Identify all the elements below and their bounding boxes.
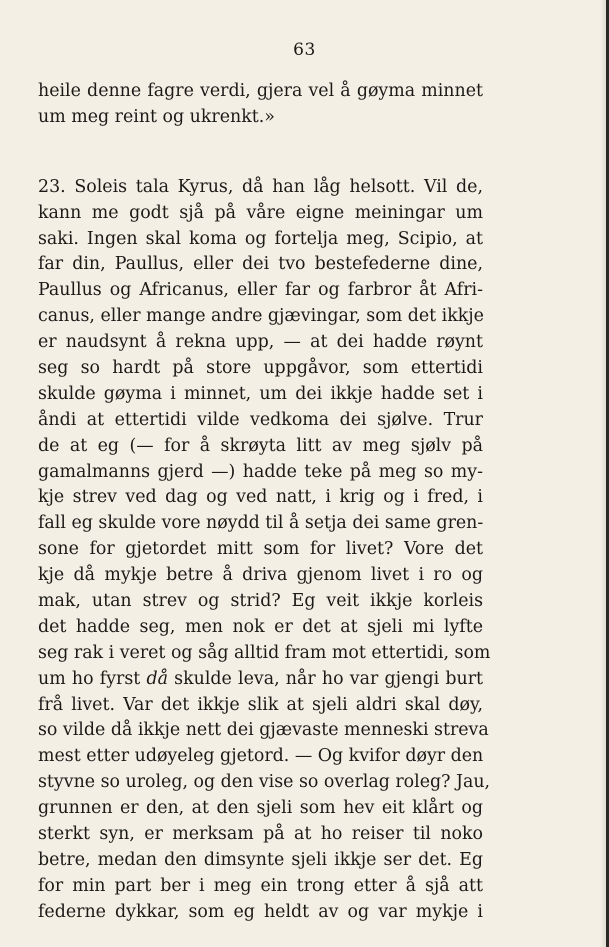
text-line: so vilde då ikkje nett dei gjævaste menneski streva	[38, 720, 489, 741]
italic-word: då	[146, 668, 168, 689]
text-line: skulde gøyma i minnet, um dei ikkje hadde set i	[38, 383, 483, 404]
text-line: sterkt syn, er merksam på at ho reiser til noko	[38, 824, 483, 845]
text-line: 23. Soleis tala Kyrus, då han låg helsott. Vil de,	[38, 176, 483, 197]
text-segment: um ho fyrst	[38, 668, 141, 689]
page-number: 63	[293, 40, 316, 60]
text-segment: skulde leva, når ho var gjengi burt	[174, 668, 483, 689]
text-line: kje strev ved dag og ved natt, i krig og i fred, i	[38, 487, 483, 508]
text-line: grunnen er den, at den sjeli som hev eit klårt og	[38, 798, 483, 819]
text-line: det hadde seg, men nok er det at sjeli mi lyfte	[38, 616, 483, 637]
text-line: fall eg skulde vore nøydd til å setja dei same gren-	[38, 513, 484, 534]
text-line: de at eg (— for å skrøyta litt av meg sjølv på	[38, 435, 483, 456]
paragraph	[38, 79, 483, 131]
text-line: åndi at ettertidi vilde vedkoma dei sjølve. Trur	[38, 409, 483, 430]
text-line: canus, eller mange andre gjævingar, som det ikkje	[38, 306, 484, 327]
text-line	[38, 667, 483, 693]
text-line: er naudsynt å rekna upp, — at dei hadde røynt	[38, 332, 483, 353]
text-line: seg so hardt på store uppgåvor, som ettertidi	[38, 358, 483, 379]
text-line: sone for gjetordet mitt som for livet? Vore det	[38, 539, 483, 560]
text-line: um meg reint og ukrenkt.»	[38, 106, 275, 127]
paragraph	[38, 175, 491, 926]
text-line: federne dykkar, som eg heldt av og var mykje i	[38, 901, 483, 922]
text-line: for min part ber i meg ein trong etter å sjå att	[38, 875, 483, 896]
text-line: seg rak i veret og såg alltid fram mot ettertidi, som	[38, 642, 491, 663]
text-line: mest etter udøyeleg gjetord. — Og kvifor døyr den	[38, 746, 484, 767]
text-line: far din, Paullus, eller dei tvo bestefederne dine,	[38, 254, 483, 275]
text-line: Paullus og Africanus, eller far og farbror åt Afri-	[38, 280, 483, 301]
text-line: betre, medan den dimsynte sjeli ikkje ser det. Eg	[38, 849, 483, 870]
text-line: styvne so uroleg, og den vise so overlag roleg? Jau,	[38, 772, 491, 793]
text-line: heile denne fagre verdi, gjera vel å gøyma minnet	[38, 81, 483, 101]
text-line: kann me godt sjå på våre eigne meiningar um	[38, 202, 483, 223]
text-block	[38, 79, 491, 926]
text-line: frå livet. Var det ikkje slik at sjeli aldri skal døy,	[38, 694, 483, 715]
text-line: kje då mykje betre å driva gjenom livet i ro og	[38, 565, 483, 586]
text-line: saki. Ingen skal koma og fortelja meg, Scipio, at	[38, 228, 483, 249]
text-line: mak, utan strev og strid? Eg veit ikkje korleis	[38, 591, 483, 612]
text-line: gamalmanns gjerd —) hadde teke på meg so my-	[38, 461, 483, 482]
